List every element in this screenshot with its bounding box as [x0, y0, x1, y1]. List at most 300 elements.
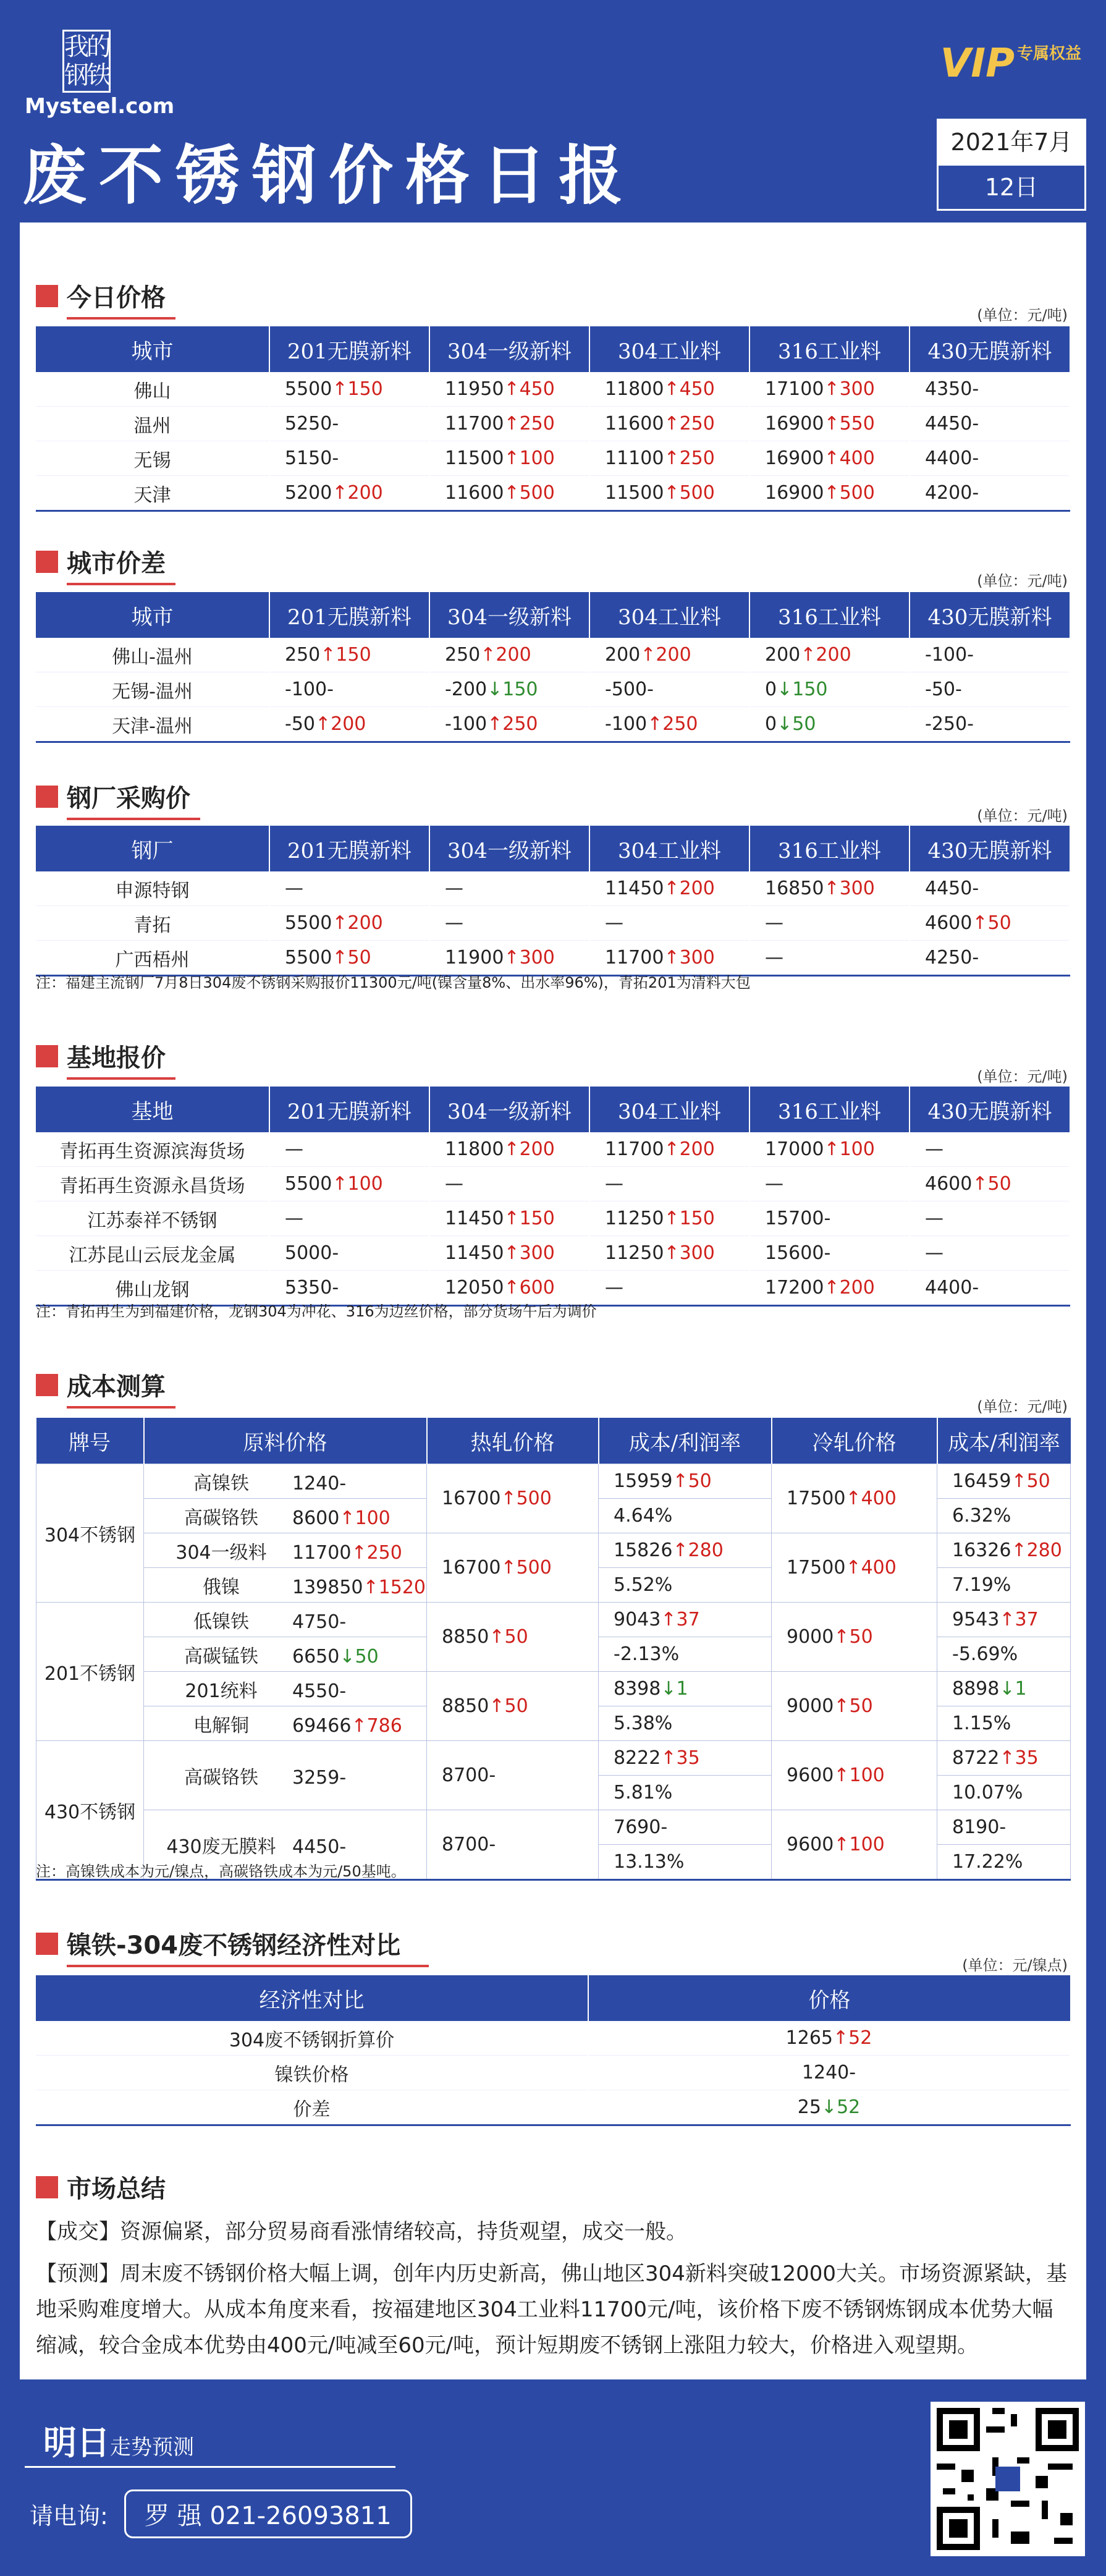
value-cell — [429, 906, 589, 941]
header-row — [36, 1087, 1070, 1132]
price-value: 250 — [445, 644, 481, 666]
value-cell — [589, 1132, 749, 1167]
table-row — [36, 707, 1070, 742]
material-price: 4550 — [292, 1680, 340, 1702]
price-value: 5500 — [285, 947, 332, 968]
price-change: ↑100 — [834, 1834, 885, 1855]
value-cell — [749, 871, 910, 906]
price-change: - — [824, 1208, 831, 1229]
price-value: 11100 — [605, 447, 664, 469]
price-value: 17100 — [765, 378, 824, 400]
price-value: 8398 — [614, 1678, 661, 1700]
value-cell — [269, 1236, 429, 1271]
price-value: 8898 — [952, 1678, 1000, 1700]
row-label: 温州 — [36, 407, 269, 441]
price-change: ↑200 — [800, 644, 851, 666]
price-change: ↑50 — [834, 1695, 873, 1717]
price-change: - — [489, 1765, 496, 1786]
material-change: ↓50 — [339, 1645, 379, 1667]
value-cell — [910, 1236, 1070, 1271]
price-value: 16459 — [952, 1470, 1011, 1492]
price-change: ↑50 — [672, 1470, 712, 1492]
price-change: ↑400 — [824, 447, 875, 469]
value-cell — [749, 707, 910, 742]
column-header: 304工业料 — [589, 1087, 749, 1132]
row-label: 镍铁价格 — [36, 2056, 588, 2090]
grade-cell: 430不锈钢 — [36, 1741, 144, 1880]
price-value: 4250 — [925, 947, 973, 968]
value-cell — [589, 1271, 749, 1306]
value-cell — [749, 407, 910, 441]
column-header: 201无膜新料 — [269, 326, 429, 372]
column-header: 304一级新料 — [429, 592, 589, 638]
price-change: - — [332, 1277, 339, 1299]
material-name: 304一级料 — [175, 1541, 267, 1564]
table-row — [36, 672, 1070, 707]
table-row — [36, 1464, 1071, 1499]
material-name: 高碳锰铁 — [184, 1645, 258, 1667]
price-value: 5150 — [285, 447, 332, 469]
vip-label: VIP — [940, 41, 1015, 87]
price-change: ↑450 — [504, 378, 555, 400]
price-change: - — [661, 1816, 668, 1838]
value-cell — [937, 1533, 1071, 1568]
value-cell — [589, 871, 749, 906]
value-cell — [429, 407, 589, 441]
price-change: ↑150 — [664, 1208, 715, 1229]
price-value: -100 — [285, 679, 327, 700]
column-header: 201无膜新料 — [269, 826, 429, 871]
section-title: 今日价格 — [67, 284, 166, 312]
price-value: 1240 — [801, 2062, 850, 2083]
cost-table — [36, 1418, 1071, 1881]
mysteel-logo[interactable] — [25, 30, 175, 119]
price-value: 8850 — [442, 1626, 489, 1648]
economy-table — [36, 1975, 1071, 2126]
contact-label: 请电询: — [30, 2502, 108, 2530]
value-cell — [749, 672, 910, 707]
price-value: 0 — [765, 713, 777, 735]
material-price: 139850 — [292, 1576, 363, 1598]
section-title: 钢厂采购价 — [67, 784, 190, 813]
price-value: 250 — [285, 644, 321, 666]
value-cell — [599, 1672, 772, 1706]
price-change: ↑200 — [664, 1138, 715, 1160]
table-row — [36, 372, 1070, 407]
section-mill-purchase-heading — [36, 779, 190, 814]
section-marker — [36, 1933, 58, 1955]
footer — [0, 2386, 1106, 2576]
hot-rolled-price — [427, 1741, 599, 1810]
section-title: 市场总结 — [67, 2175, 166, 2203]
row-label: 价差 — [36, 2090, 588, 2125]
row-label: 青拓再生资源永昌货场 — [36, 1167, 269, 1201]
value-cell — [910, 476, 1070, 511]
value-cell — [269, 372, 429, 407]
value-cell — [749, 638, 910, 672]
price-change: ↑35 — [661, 1747, 700, 1769]
price-change: - — [967, 644, 974, 666]
value-cell — [429, 1167, 589, 1201]
value-cell — [599, 1464, 772, 1499]
section-title: 城市价差 — [67, 549, 166, 578]
material-name: 高碳铬铁 — [184, 1766, 258, 1789]
column-header: 热轧价格 — [427, 1418, 599, 1464]
price-value: 9600 — [787, 1834, 834, 1855]
value-cell — [588, 2090, 1070, 2125]
value-cell — [937, 1741, 1071, 1776]
table-row — [36, 906, 1070, 941]
material-price: 6650 — [292, 1645, 340, 1667]
price-change: ↑250 — [504, 413, 555, 434]
value-cell — [937, 1464, 1071, 1499]
price-change: ↑150 — [504, 1208, 555, 1229]
row-label: 青拓再生资源滨海货场 — [36, 1132, 269, 1167]
footer-title — [43, 2417, 194, 2464]
table-row — [36, 2021, 1070, 2056]
price-change: ↑200 — [480, 644, 531, 666]
price-change: ↓150 — [777, 679, 828, 700]
price-value: — — [925, 1208, 943, 1229]
price-value: 16700 — [442, 1488, 501, 1509]
value-cell — [269, 441, 429, 476]
contact-info — [30, 2489, 412, 2538]
value-cell — [910, 638, 1070, 672]
price-change: - — [824, 1242, 831, 1264]
price-value: — — [285, 1208, 303, 1229]
price-value: 8850 — [442, 1695, 489, 1717]
profit-rate: 1.15% — [937, 1706, 1071, 1741]
price-change: ↑50 — [489, 1695, 528, 1717]
material-name: 低镍铁 — [193, 1611, 249, 1633]
price-change: ↑50 — [972, 912, 1011, 934]
column-header: 304一级新料 — [429, 326, 589, 372]
price-value: — — [605, 1277, 623, 1299]
section-marker — [36, 786, 58, 808]
profit-rate: 5.38% — [599, 1706, 772, 1741]
material-change: - — [339, 1680, 347, 1702]
price-change: - — [647, 679, 654, 700]
price-value: 11800 — [445, 1138, 504, 1160]
qr-code[interactable] — [931, 2402, 1085, 2556]
cold-rolled-price — [772, 1603, 937, 1672]
value-cell — [910, 1167, 1070, 1201]
header-row — [36, 592, 1070, 638]
price-change: ↑200 — [315, 713, 366, 735]
value-cell — [269, 1201, 429, 1236]
price-value: — — [605, 912, 623, 934]
column-header: 原料价格 — [144, 1418, 427, 1464]
value-cell — [749, 1167, 910, 1201]
mill-purchase-table — [36, 826, 1070, 977]
table-row — [36, 1603, 1071, 1637]
price-value: 4400 — [925, 1277, 973, 1299]
price-value: — — [765, 1173, 783, 1195]
price-value: 9600 — [787, 1765, 834, 1786]
column-header: 价格 — [588, 1975, 1070, 2021]
material-name: 高镍铁 — [193, 1472, 249, 1494]
price-change: ↑250 — [487, 713, 538, 735]
price-change: ↑300 — [824, 878, 875, 899]
header-row — [36, 1975, 1070, 2021]
price-value: 9000 — [787, 1626, 834, 1648]
value-cell — [589, 407, 749, 441]
price-change: - — [972, 1277, 979, 1299]
value-cell — [937, 1672, 1071, 1706]
note-cost: 注：高镍铁成本为元/镍点，高碳铬铁成本为元/50基吨。 — [36, 1863, 406, 1880]
material-change: ↑1520 — [363, 1576, 426, 1598]
price-value: 0 — [765, 679, 777, 700]
price-value: 1265 — [785, 2027, 834, 2049]
price-value: 17500 — [787, 1488, 846, 1509]
value-cell — [589, 906, 749, 941]
price-value: 16900 — [765, 482, 824, 504]
material-change: ↑786 — [351, 1714, 402, 1737]
table-row — [36, 1236, 1070, 1271]
unit-label: (单位：元/吨) — [977, 1068, 1068, 1085]
value-cell — [599, 1810, 772, 1845]
value-cell — [588, 2056, 1070, 2090]
base-price-table — [36, 1087, 1070, 1307]
price-change: ↑200 — [664, 878, 715, 899]
header — [0, 0, 1106, 222]
price-change: - — [972, 878, 979, 899]
price-value: 8700 — [442, 1765, 489, 1786]
value-cell — [749, 1271, 910, 1306]
price-value: 16900 — [765, 447, 824, 469]
price-value: — — [765, 947, 783, 968]
logo-cn: 我的钢铁 — [62, 30, 111, 93]
value-cell — [749, 1132, 910, 1167]
section-underline — [67, 583, 175, 585]
price-value: -100 — [605, 713, 648, 735]
price-value: 11250 — [605, 1208, 664, 1229]
row-label: 佛山龙钢 — [36, 1271, 269, 1306]
price-change: ↑280 — [1011, 1540, 1062, 1561]
row-label: 江苏昆山云辰龙金属 — [36, 1236, 269, 1271]
footer-divider — [25, 2466, 395, 2468]
column-header: 冷轧价格 — [772, 1418, 937, 1464]
value-cell — [910, 1201, 1070, 1236]
column-header: 304一级新料 — [429, 1087, 589, 1132]
row-label: 天津-温州 — [36, 707, 269, 742]
price-change: ↑300 — [504, 1242, 555, 1264]
price-change: ↑550 — [824, 413, 875, 434]
unit-label: (单位：元/吨) — [977, 807, 1068, 824]
price-change: ↑200 — [640, 644, 691, 666]
price-value: 8700 — [442, 1834, 489, 1855]
price-value: 16900 — [765, 413, 824, 434]
section-underline — [67, 1077, 175, 1080]
material-change: ↑250 — [351, 1541, 402, 1564]
row-label: 无锡-温州 — [36, 672, 269, 707]
price-value: 11500 — [445, 447, 504, 469]
value-cell — [749, 441, 910, 476]
column-header: 430无膜新料 — [910, 592, 1070, 638]
price-value: 17200 — [765, 1277, 824, 1299]
price-value: 11700 — [445, 413, 504, 434]
value-cell — [429, 1132, 589, 1167]
value-cell — [429, 1236, 589, 1271]
section-marker — [36, 1374, 58, 1396]
column-header: 经济性对比 — [36, 1975, 588, 2021]
material-cell — [144, 1568, 427, 1603]
price-change: ↑500 — [500, 1557, 552, 1578]
column-header: 钢厂 — [36, 826, 269, 871]
price-value: 8222 — [614, 1747, 661, 1769]
profit-rate: 5.52% — [599, 1568, 772, 1603]
price-change: ↑50 — [332, 947, 371, 968]
price-value: -50 — [925, 679, 955, 700]
price-value: 11450 — [445, 1208, 504, 1229]
price-value: 11500 — [605, 482, 664, 504]
value-cell — [910, 372, 1070, 407]
profit-rate: 13.13% — [599, 1845, 772, 1880]
price-change: ↑400 — [845, 1557, 897, 1578]
date-month: 2021年7月 — [939, 121, 1084, 164]
price-change: - — [332, 413, 339, 434]
price-value: 8190 — [952, 1816, 1000, 1838]
value-cell — [429, 672, 589, 707]
value-cell — [937, 1603, 1071, 1637]
price-change: - — [972, 947, 979, 968]
vip-badge[interactable] — [940, 41, 1081, 87]
price-change: ↑400 — [845, 1488, 897, 1509]
price-value: 15826 — [614, 1540, 673, 1561]
row-label: 佛山 — [36, 372, 269, 407]
price-value: 4600 — [925, 912, 973, 934]
price-value: 16700 — [442, 1557, 501, 1578]
value-cell — [910, 707, 1070, 742]
price-change: ↑300 — [664, 1242, 715, 1264]
value-cell — [910, 941, 1070, 976]
price-value: -200 — [445, 679, 488, 700]
price-value: -250 — [925, 713, 968, 735]
qr-code-graphic — [931, 2402, 1085, 2556]
value-cell — [429, 372, 589, 407]
table-row — [36, 476, 1070, 511]
price-value: 200 — [765, 644, 801, 666]
price-value: — — [445, 1173, 463, 1195]
material-price: 69466 — [292, 1714, 352, 1737]
price-change: - — [332, 447, 339, 469]
value-cell — [429, 1201, 589, 1236]
price-change: - — [955, 679, 962, 700]
price-change: ↑600 — [504, 1277, 555, 1299]
column-header: 430无膜新料 — [910, 1087, 1070, 1132]
price-value: 9000 — [787, 1695, 834, 1717]
unit-label: (单位：元/吨) — [977, 1398, 1068, 1415]
hot-rolled-price — [427, 1603, 599, 1672]
column-header: 201无膜新料 — [269, 1087, 429, 1132]
value-cell — [429, 441, 589, 476]
price-change: ↑250 — [664, 413, 715, 434]
value-cell — [269, 707, 429, 742]
price-value: — — [765, 912, 783, 934]
price-value: 5350 — [285, 1277, 332, 1299]
value-cell — [749, 941, 910, 976]
price-change: - — [972, 378, 979, 400]
price-change: ↑100 — [824, 1138, 875, 1160]
cold-rolled-price — [772, 1672, 937, 1741]
value-cell — [589, 476, 749, 511]
header-row — [36, 1418, 1071, 1464]
price-value: — — [605, 1173, 623, 1195]
price-value: 5250 — [285, 413, 332, 434]
value-cell — [269, 476, 429, 511]
row-label: 无锡 — [36, 441, 269, 476]
column-header: 304工业料 — [589, 592, 749, 638]
section-title: 镍铁-304废不锈钢经济性对比 — [67, 1931, 401, 1960]
note-mill: 注：福建主流钢厂7月8日304废不锈钢采购报价11300元/吨(镍含量8%、出水率96%)，青拓201为清料大包 — [36, 974, 751, 991]
column-header: 城市 — [36, 326, 269, 372]
material-change: - — [339, 1766, 347, 1789]
value-cell — [599, 1741, 772, 1776]
unit-label: (单位：元/吨) — [977, 572, 1068, 590]
price-change: - — [972, 447, 979, 469]
material-price: 4450 — [292, 1836, 340, 1858]
price-change: ↓1 — [661, 1678, 688, 1700]
table-row — [36, 1741, 1071, 1776]
value-cell — [910, 441, 1070, 476]
summary-deal: 【成交】资源偏紧，部分贸易商看涨情绪较高，持货观望，成交一般。 — [36, 2219, 687, 2244]
column-header: 316工业料 — [749, 592, 910, 638]
table-row — [36, 1533, 1071, 1568]
date-day: 12日 — [939, 164, 1084, 209]
value-cell — [589, 672, 749, 707]
price-value: -100 — [445, 713, 488, 735]
value-cell — [269, 871, 429, 906]
price-value: 16850 — [765, 878, 824, 899]
value-cell — [599, 1533, 772, 1568]
row-label: 广西梧州 — [36, 941, 269, 976]
price-value: 11950 — [445, 378, 504, 400]
value-cell — [588, 2021, 1070, 2056]
section-marker — [36, 285, 58, 307]
value-cell — [429, 638, 589, 672]
price-change: - — [327, 679, 334, 700]
price-change: ↑50 — [489, 1626, 528, 1648]
price-change: ↓52 — [821, 2096, 861, 2118]
value-cell — [910, 407, 1070, 441]
value-cell — [589, 638, 749, 672]
column-header: 201无膜新料 — [269, 592, 429, 638]
value-cell — [937, 1810, 1071, 1845]
price-value: 16326 — [952, 1540, 1011, 1561]
grade-cell: 304不锈钢 — [36, 1464, 144, 1603]
row-label: 304废不锈钢折算价 — [36, 2021, 588, 2056]
row-label: 天津 — [36, 476, 269, 511]
material-name: 电解铜 — [193, 1714, 249, 1737]
material-cell — [144, 1637, 427, 1672]
price-change: ↑300 — [824, 378, 875, 400]
row-label: 佛山-温州 — [36, 638, 269, 672]
row-label: 青拓 — [36, 906, 269, 941]
price-change: ↑52 — [833, 2027, 872, 2049]
unit-label: (单位：元/镍点) — [962, 1957, 1068, 1974]
price-value: — — [925, 1242, 943, 1264]
price-value: 11450 — [605, 878, 664, 899]
table-row — [36, 407, 1070, 441]
hot-rolled-price — [427, 1810, 599, 1880]
price-value: 11600 — [605, 413, 664, 434]
price-change: ↑150 — [332, 378, 383, 400]
table-row — [36, 638, 1070, 672]
header-row — [36, 326, 1070, 372]
contact-phone[interactable]: 罗 强 021-26093811 — [124, 2489, 412, 2538]
market-summary — [36, 2214, 1068, 2370]
cold-rolled-price — [772, 1741, 937, 1810]
